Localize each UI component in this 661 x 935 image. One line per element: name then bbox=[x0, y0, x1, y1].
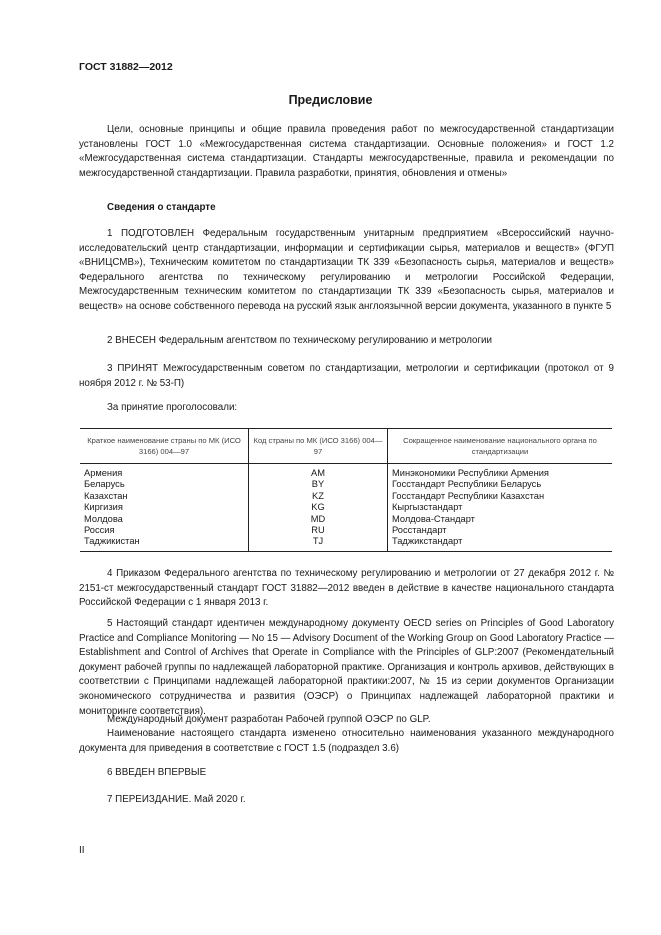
table-cell-country: Молдова bbox=[84, 513, 123, 524]
table-cell-code: AM bbox=[249, 464, 388, 480]
table-header-code: Код страны по МК (ИСО 3166) 004—97 bbox=[249, 429, 388, 464]
table-cell-body: Таджикстандарт bbox=[388, 536, 613, 551]
table-cell-body: Росстандарт bbox=[388, 525, 613, 536]
item-4-paragraph: 4 Приказом Федерального агентства по техническому регулированию и метрологии от 27 декабря 2012 г. № 2151-ст межгосударственный стандарт ГОСТ 31882—2012 введен в действие в качестве национального стандарта Российской Федерации с 1 января 2013 г. bbox=[79, 568, 614, 609]
table-cell-code: MD bbox=[249, 514, 388, 525]
table-row bbox=[80, 525, 612, 536]
table-cell-body: Минэкономики Республики Армения bbox=[388, 464, 613, 480]
item-5-rename-note: Наименование настоящего стандарта изменено относительно наименования указанного международного документа для приведения в соответствие с ГОСТ 1.5 (подраздел 3.6) bbox=[79, 728, 614, 754]
item-2-paragraph: 2 ВНЕСЕН Федеральным агентством по техническому регулированию и метрологии bbox=[107, 335, 493, 346]
table-cell-country: Киргизия bbox=[84, 502, 123, 513]
table-cell-body: Молдова-Стандарт bbox=[388, 514, 613, 525]
table-cell-code: KG bbox=[249, 502, 388, 513]
table-row bbox=[80, 502, 612, 513]
table-cell-country: Россия bbox=[84, 525, 115, 536]
section-title: Сведения о стандарте bbox=[107, 202, 216, 213]
table-cell-country: Таджикистан bbox=[80, 536, 249, 551]
table-cell-body: Кыргызстандарт bbox=[388, 502, 613, 513]
table-row bbox=[80, 514, 612, 525]
table-row bbox=[80, 491, 612, 502]
voted-caption: За принятие проголосовали: bbox=[107, 402, 238, 413]
item-7-paragraph: 7 ПЕРЕИЗДАНИЕ. Май 2020 г. bbox=[107, 794, 246, 805]
intro-paragraph: Цели, основные принципы и общие правила проведения работ по межгосударственной стандартизации установлены ГОСТ 1.0 «Межгосударственная система стандартизации. Основные положения» и ГОСТ 1.2 «Межгосударственная система стандартизации. Стандарты межгосударственные, правила и рекомендации по межгосударственной стандартизации. Правила разработки, принятия, обновления и отмены» bbox=[79, 124, 614, 179]
page-number: II bbox=[79, 845, 85, 856]
table-row bbox=[80, 479, 612, 490]
table-header-body: Сокращенное наименование национального органа по стандартизации bbox=[388, 429, 613, 464]
table-cell-code: TJ bbox=[249, 536, 388, 551]
table-cell-code: KZ bbox=[249, 491, 388, 502]
table-cell-code: BY bbox=[249, 479, 388, 490]
table-cell-body: Госстандарт Республики Казахстан bbox=[388, 491, 613, 502]
item-1-paragraph: 1 ПОДГОТОВЛЕН Федеральным государственным унитарным предприятием «Всероссийский научно-исследовательский центр стандартизации, информации и сертификации сырья, материалов и веществ» (ФГУП «ВНИЦСМВ»), Техническим комитетом по стандартизации ТК 339 «Безопасность сырья, материалов и веществ» Федерального агентства по техническому регулированию и метрологии Российской Федерации, Межгосударственным техническим комитетом по стандартизации ТК 339 «Безопасность сырья, материалов и веществ» на основе собственного перевода на русский язык англоязычной версии документа, указанного в пункте 5 bbox=[79, 228, 614, 312]
item-3-paragraph: 3 ПРИНЯТ Межгосударственным советом по стандартизации, метрологии и сертификации (протокол от 9 ноября 2012 г. № 53-П) bbox=[79, 363, 614, 389]
item-6-paragraph: 6 ВВЕДЕН ВПЕРВЫЕ bbox=[107, 767, 207, 778]
table-cell-code: RU bbox=[249, 525, 388, 536]
standard-id-header: ГОСТ 31882—2012 bbox=[79, 61, 173, 73]
table-row bbox=[80, 536, 612, 551]
item-5-note: Международный документ разработан Рабочей группой ОЭСР по GLP. bbox=[107, 714, 431, 725]
table-cell-country: Беларусь bbox=[84, 479, 125, 490]
page-title: Предисловие bbox=[288, 93, 373, 107]
table-header-row bbox=[80, 429, 612, 464]
table-cell-country: Казахстан bbox=[84, 490, 128, 501]
table-cell-body: Госстандарт Республики Беларусь bbox=[388, 479, 613, 490]
table-cell-country: Армения bbox=[84, 468, 123, 478]
table-row bbox=[80, 464, 612, 480]
table-header-country: Краткое наименование страны по МК (ИСО 3166) 004—97 bbox=[80, 429, 249, 464]
item-5-paragraph: 5 Настоящий стандарт идентичен международному документу OECD series on Principles of Good Laboratory Practice and Compliance Monitoring — No 15 — Advisory Document of the Working Group on Good Laboratory Practice — Establishment and Control of Archives that Operate in Compliance with the Principles of GLP:2007 (Рекомендательный документ рабочей группы по надлежащей лабораторной практике. Организация и контроль архивов, действующих в соответствии с Принципами надлежащей лабораторной практики:2007, № 15 из серии документов Организации экономического сотрудничества и развития (ОЭСР) о Принципах надлежащей лабораторной практики и мониторинге соответствия). bbox=[79, 618, 614, 717]
countries-table bbox=[80, 428, 612, 552]
